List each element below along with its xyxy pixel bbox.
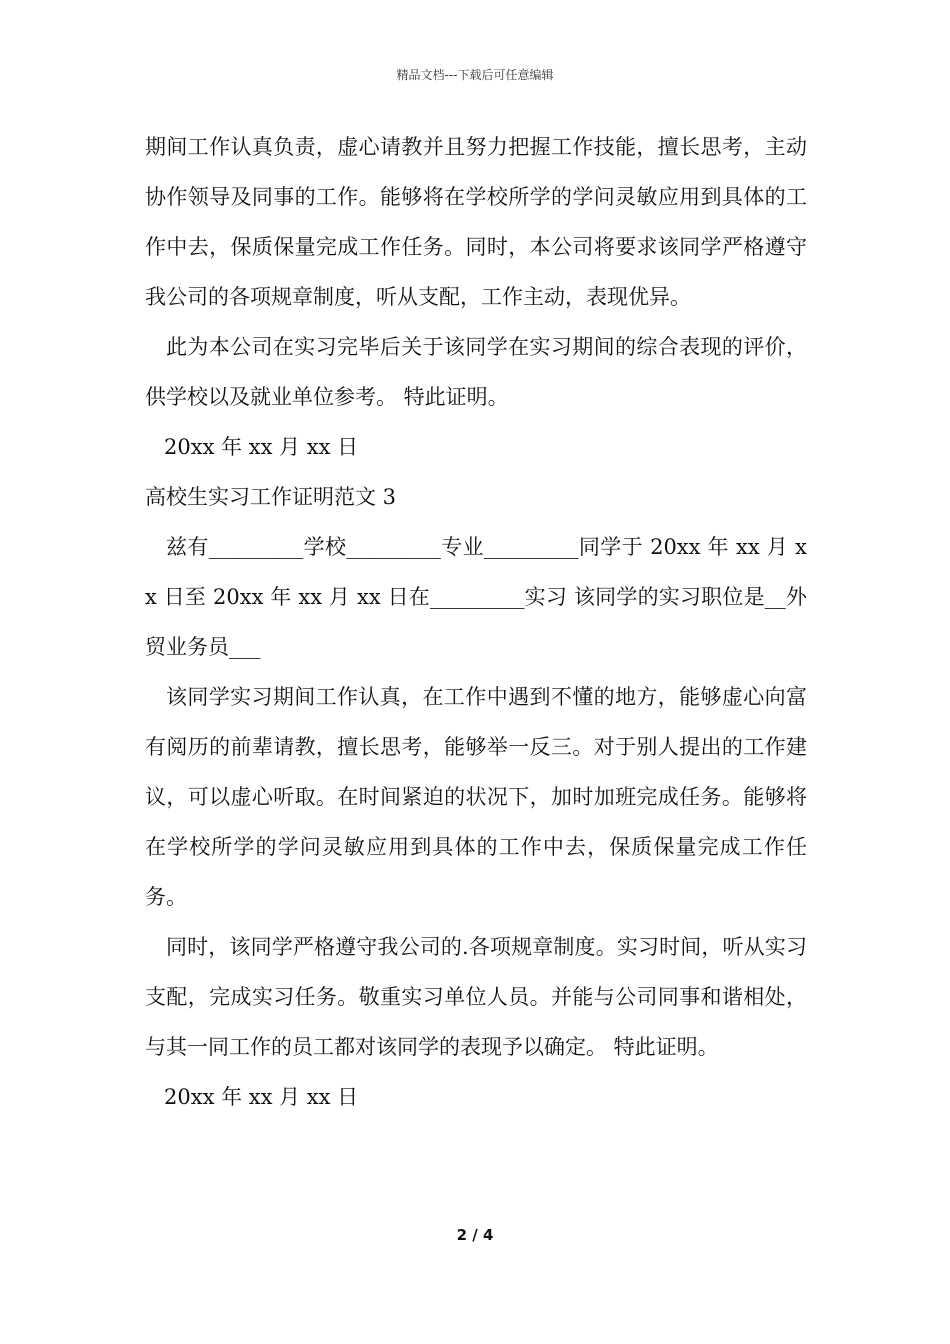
date-line-1: 20xx 年 xx 月 xx 日 <box>164 435 359 459</box>
page-number: 2 / 4 <box>456 1226 494 1244</box>
date-line-2: 20xx 年 xx 月 xx 日 <box>164 1085 359 1109</box>
paragraph-2: 此为本公司在实习完毕后关于该同学在实习期间的综合表现的评价，供学校以及就业单位参考。 特此证明。 <box>145 335 807 409</box>
document-body <box>145 122 807 1122</box>
paragraph-1: 期间工作认真负责，虚心请教并且努力把握工作技能，擅长思考，主动协作领导及同事的工作。能够将在学校所学的学问灵敏应用到具体的工作中去，保质保量完成工作任务。同时，本公司将要求该同学严格遵守我公司的各项规章制度，听从支配，工作主动，表现优异。 <box>145 135 807 309</box>
section-title: 高校生实习工作证明范文 3 <box>145 485 397 509</box>
paragraph-4: 该同学实习期间工作认真，在工作中遇到不懂的地方，能够虚心向富有阅历的前辈请教，擅长思考，能够举一反三。对于别人提出的工作建议，可以虚心听取。在时间紧迫的状况下，加时加班完成任务。能够将在学校所学的学问灵敏应用到具体的工作中去，保质保量完成工作任务。 <box>145 685 807 909</box>
paragraph-5: 同时，该同学严格遵守我公司的.各项规章制度。实习时间，听从实习支配，完成实习任务。敬重实习单位人员。并能与公司同事和谐相处，与其一同工作的员工都对该同学的表现予以确定。 特此证明。 <box>145 935 807 1059</box>
paragraph-3: 兹有_________学校_________专业_________同学于 20xx 年 xx 月 xx 日至 20xx 年 xx 月 xx 日在_________实习 该同学的实习职位是__外贸业务员___ <box>145 535 807 659</box>
page-header: 精品文档---下载后可任意编辑 <box>396 68 554 82</box>
